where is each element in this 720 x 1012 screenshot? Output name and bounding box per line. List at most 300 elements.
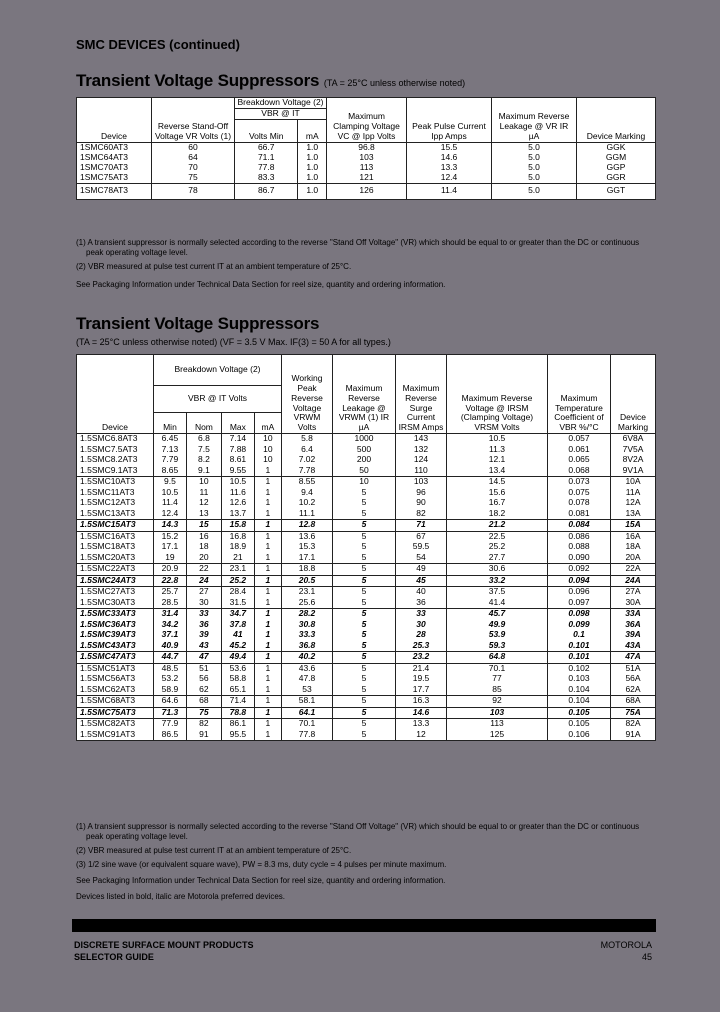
s2-cell: 6.4: [282, 445, 333, 456]
s2-cell: 21.2: [447, 520, 548, 532]
s2-col-vbr: VBR @ IT Volts: [154, 386, 282, 413]
s2-cell: 58.8: [221, 674, 254, 685]
s2-cell: 12A: [611, 498, 656, 509]
s2-table-row: [77, 630, 656, 641]
s2-cell: 21.4: [396, 663, 447, 674]
s1-cell: 64: [152, 153, 235, 163]
s2-cell: 59.3: [447, 641, 548, 652]
s2-cell: 36: [396, 598, 447, 609]
footer-line1: DISCRETE SURFACE MOUNT PRODUCTS: [74, 940, 254, 950]
s2-cell: 70.1: [447, 663, 548, 674]
s2-table-row: [77, 434, 656, 445]
s2-cell: 22.8: [154, 575, 187, 587]
s2-cell: 20.5: [282, 575, 333, 587]
s1-cell: 126: [327, 183, 407, 199]
page-title: SMC DEVICES (continued): [76, 37, 240, 52]
s2-cell: 0.094: [548, 575, 611, 587]
s2-cell: 45: [396, 575, 447, 587]
s2-cell-device: 1.5SMC6.8AT3: [77, 434, 154, 445]
s2-cell: 5: [333, 630, 396, 641]
s1-cell: 5.0: [492, 142, 577, 153]
s2-cell: 5: [333, 564, 396, 576]
s1-cell-device: 1SMC70AT3: [77, 163, 152, 173]
s2-cell: 13.6: [282, 531, 333, 542]
s1-col-vbr: VBR @ IT: [235, 108, 327, 119]
s1-cell-device: 1SMC78AT3: [77, 183, 152, 199]
s2-cell: 5: [333, 730, 396, 741]
s2-cell: 53.9: [447, 630, 548, 641]
s2-cell: 103: [396, 477, 447, 488]
s2-cell: 19: [154, 553, 187, 564]
s2-cell: 1: [254, 730, 281, 741]
s2-col-clamp: Maximum Reverse Voltage @ IRSM (Clamping Voltage) VRSM Volts: [447, 355, 548, 434]
s2-cell: 47.8: [282, 674, 333, 685]
s2-cell: 41.4: [447, 598, 548, 609]
s2-cell: 13.3: [396, 719, 447, 730]
s2-cell: 0.068: [548, 466, 611, 477]
s2-table-row: [77, 663, 656, 674]
s1-cell: 113: [327, 163, 407, 173]
s2-cell: 6.45: [154, 434, 187, 445]
s2-footnote-1: (1) A transient suppressor is normally selected according to the reverse "Stand Off Voltage" (VR) which should be equal to or greater than the DC or continuous peak operating voltage level.: [76, 822, 640, 841]
s2-cell: 8V2A: [611, 455, 656, 466]
s2-cell: 0.106: [548, 730, 611, 741]
s2-cell: 30A: [611, 598, 656, 609]
s2-cell: 12: [396, 730, 447, 741]
s2-cell: 5: [333, 652, 396, 664]
s2-cell: 95.5: [221, 730, 254, 741]
s2-cell: 7.88: [221, 445, 254, 456]
s2-footnote-3: (3) 1/2 sine wave (or equivalent square wave), PW = 8.3 ms, duty cycle = 4 pulses per minute maximum.: [76, 860, 447, 869]
s1-cell: 75: [152, 173, 235, 184]
s2-cell: 12.4: [154, 509, 187, 520]
s2-cell: 10: [186, 477, 221, 488]
section2-title: Transient Voltage Suppressors: [76, 314, 320, 333]
s2-cell: 12: [186, 498, 221, 509]
s2-cell: 70.1: [282, 719, 333, 730]
s2-col-surge: Maximum Reverse Surge Current IRSM Amps: [396, 355, 447, 434]
s2-cell: 0.1: [548, 630, 611, 641]
s2-cell: 40.9: [154, 641, 187, 652]
s1-table-row: [77, 183, 656, 199]
s2-cell: 45.2: [221, 641, 254, 652]
s2-cell: 0.098: [548, 609, 611, 620]
s2-cell: 48.5: [154, 663, 187, 674]
s2-cell: 16A: [611, 531, 656, 542]
s2-cell: 36: [186, 620, 221, 631]
s2-cell: 24A: [611, 575, 656, 587]
s2-cell: 64.1: [282, 707, 333, 719]
s2-cell: 64.8: [447, 652, 548, 664]
s2-cell: 56A: [611, 674, 656, 685]
s2-table-row: [77, 542, 656, 553]
s2-cell: 22: [186, 564, 221, 576]
s2-cell-device: 1.5SMC56AT3: [77, 674, 154, 685]
s2-cell: 36.8: [282, 641, 333, 652]
s2-cell: 0.104: [548, 696, 611, 708]
s2-cell: 24: [186, 575, 221, 587]
s2-cell: 59.5: [396, 542, 447, 553]
s2-cell: 91: [186, 730, 221, 741]
s2-cell: 0.103: [548, 674, 611, 685]
s2-cell: 10.2: [282, 498, 333, 509]
s2-table-row: [77, 674, 656, 685]
section1-footnotes: [76, 238, 656, 290]
s2-cell: 5: [333, 553, 396, 564]
s2-cell: 82: [396, 509, 447, 520]
s2-col-temp: Maximum Temperature Coefficient of VBR %/°C: [548, 355, 611, 434]
s2-cell: 47A: [611, 652, 656, 664]
footer-left: [74, 940, 254, 963]
s1-cell: 11.4: [407, 183, 492, 199]
s2-cell: 33.2: [447, 575, 548, 587]
s2-cell: 27: [186, 587, 221, 598]
s2-cell: 91A: [611, 730, 656, 741]
s2-cell: 1: [254, 587, 281, 598]
footer-bar: [72, 919, 656, 932]
s2-cell: 5: [333, 674, 396, 685]
s1-cell: 5.0: [492, 153, 577, 163]
s2-cell: 9.55: [221, 466, 254, 477]
s2-footnote-4: See Packaging Information under Technical Data Section for reel size, quantity and ordering information.: [76, 876, 446, 885]
s2-cell: 49.4: [221, 652, 254, 664]
s1-col-standoff: Reverse Stand-Off Voltage VR Volts (1): [152, 98, 235, 143]
s1-col-marking: Device Marking: [577, 98, 656, 143]
s2-cell: 1: [254, 531, 281, 542]
s2-cell-device: 1.5SMC30AT3: [77, 598, 154, 609]
s2-col-breakdown: Breakdown Voltage (2): [154, 355, 282, 386]
s2-cell: 23.1: [282, 587, 333, 598]
s2-cell: 20A: [611, 553, 656, 564]
s1-col-device: Device: [77, 98, 152, 143]
s2-cell: 5: [333, 509, 396, 520]
s1-cell-device: 1SMC75AT3: [77, 173, 152, 184]
s2-table-row: [77, 575, 656, 587]
s2-cell: 77.9: [154, 719, 187, 730]
s2-cell: 1000: [333, 434, 396, 445]
s2-cell: 21: [221, 553, 254, 564]
s2-cell: 27A: [611, 587, 656, 598]
s2-cell: 20.9: [154, 564, 187, 576]
s2-cell: 0.084: [548, 520, 611, 532]
s2-cell: 75A: [611, 707, 656, 719]
s2-cell: 143: [396, 434, 447, 445]
s2-cell: 13.4: [447, 466, 548, 477]
s2-cell-device: 1.5SMC8.2AT3: [77, 455, 154, 466]
s1-footnote-3: See Packaging Information under Technical Data Section for reel size, quantity and ordering information.: [76, 280, 446, 289]
s2-cell: 0.101: [548, 641, 611, 652]
s2-table-row: [77, 652, 656, 664]
s2-cell: 43A: [611, 641, 656, 652]
s2-cell: 5: [333, 498, 396, 509]
s2-cell-device: 1.5SMC13AT3: [77, 509, 154, 520]
section2-table-body: [77, 434, 656, 741]
s2-cell: 58.9: [154, 685, 187, 696]
s1-col-clamp: Maximum Clamping Voltage VC @ Ipp Volts: [327, 98, 407, 143]
s2-cell: 7.79: [154, 455, 187, 466]
s2-cell: 68: [186, 696, 221, 708]
s2-cell-device: 1.5SMC62AT3: [77, 685, 154, 696]
s2-cell: 28: [396, 630, 447, 641]
s2-cell: 47: [186, 652, 221, 664]
s2-cell: 13.7: [221, 509, 254, 520]
s2-cell: 9.4: [282, 488, 333, 499]
s2-col-marking: Device Marking: [611, 355, 656, 434]
s2-cell: 56: [186, 674, 221, 685]
s2-cell: 86.1: [221, 719, 254, 730]
s2-cell: 50: [333, 466, 396, 477]
s2-col-device: Device: [77, 355, 154, 434]
s2-cell: 500: [333, 445, 396, 456]
s2-cell-device: 1.5SMC39AT3: [77, 630, 154, 641]
s2-cell: 11.6: [221, 488, 254, 499]
s1-cell: 83.3: [235, 173, 298, 184]
s2-cell: 31.5: [221, 598, 254, 609]
s1-cell: 70: [152, 163, 235, 173]
s2-cell: 11A: [611, 488, 656, 499]
s2-cell: 103: [447, 707, 548, 719]
s2-cell: 43: [186, 641, 221, 652]
s2-cell: 67: [396, 531, 447, 542]
s2-cell: 16.8: [221, 531, 254, 542]
s2-cell: 8.55: [282, 477, 333, 488]
s1-cell: 5.0: [492, 173, 577, 184]
s1-col-ma: mA: [298, 119, 327, 142]
s2-cell: 15.2: [154, 531, 187, 542]
s1-cell: 13.3: [407, 163, 492, 173]
s2-cell: 1: [254, 652, 281, 664]
s2-cell: 5: [333, 598, 396, 609]
s1-col-breakdown: Breakdown Voltage (2): [235, 98, 327, 109]
s2-cell: 65.1: [221, 685, 254, 696]
s2-cell: 18: [186, 542, 221, 553]
s2-cell: 86.5: [154, 730, 187, 741]
s1-cell: 86.7: [235, 183, 298, 199]
s2-cell-device: 1.5SMC82AT3: [77, 719, 154, 730]
s2-cell: 16.7: [447, 498, 548, 509]
footer-page-number: 45: [641, 951, 652, 962]
s2-cell: 96: [396, 488, 447, 499]
s2-cell: 28.2: [282, 609, 333, 620]
s2-cell: 1: [254, 498, 281, 509]
s2-cell: 33A: [611, 609, 656, 620]
s2-cell: 8.61: [221, 455, 254, 466]
s2-cell: 124: [396, 455, 447, 466]
s2-cell: 71.3: [154, 707, 187, 719]
s2-cell: 14.6: [396, 707, 447, 719]
s2-cell: 15.8: [221, 520, 254, 532]
s2-cell: 1: [254, 553, 281, 564]
s2-cell: 28.4: [221, 587, 254, 598]
s2-cell: 43.6: [282, 663, 333, 674]
s2-cell: 200: [333, 455, 396, 466]
s2-col-ma: mA: [254, 413, 281, 434]
s2-cell: 51A: [611, 663, 656, 674]
s2-cell: 8.65: [154, 466, 187, 477]
s2-cell: 28.5: [154, 598, 187, 609]
s2-cell: 17.1: [154, 542, 187, 553]
s2-cell: 17.1: [282, 553, 333, 564]
s2-table-row: [77, 696, 656, 708]
s1-col-leak: Maximum Reverse Leakage @ VR IR µA: [492, 98, 577, 143]
s2-cell: 1: [254, 542, 281, 553]
s1-cell: GGK: [577, 142, 656, 153]
s2-cell: 0.104: [548, 685, 611, 696]
s2-cell: 51: [186, 663, 221, 674]
s2-cell: 5: [333, 488, 396, 499]
s2-cell-device: 1.5SMC11AT3: [77, 488, 154, 499]
s2-cell: 14.5: [447, 477, 548, 488]
s2-cell: 13: [186, 509, 221, 520]
s2-cell-device: 1.5SMC68AT3: [77, 696, 154, 708]
s2-table-row: [77, 455, 656, 466]
s2-cell: 71: [396, 520, 447, 532]
s2-cell: 10.5: [154, 488, 187, 499]
s2-cell: 10.5: [221, 477, 254, 488]
s2-cell-device: 1.5SMC22AT3: [77, 564, 154, 576]
s2-cell: 25.2: [447, 542, 548, 553]
s1-footnote-1: (1) A transient suppressor is normally selected according to the reverse "Stand Off Voltage" (VR) which should be equal to or greater than the DC or continuous peak operating voltage level.: [76, 238, 640, 257]
s2-cell-device: 1.5SMC7.5AT3: [77, 445, 154, 456]
s2-cell: 7V5A: [611, 445, 656, 456]
section1-note: (TA = 25°C unless otherwise noted): [323, 78, 466, 88]
s2-cell: 5: [333, 587, 396, 598]
s2-cell: 5.8: [282, 434, 333, 445]
s2-cell: 12.1: [447, 455, 548, 466]
s2-cell: 15: [186, 520, 221, 532]
s2-cell: 0.099: [548, 620, 611, 631]
s2-cell: 90: [396, 498, 447, 509]
s2-cell: 71.4: [221, 696, 254, 708]
s2-cell: 16: [186, 531, 221, 542]
footer-brand: MOTOROLA: [600, 940, 652, 950]
s1-cell: 77.8: [235, 163, 298, 173]
s2-cell: 1: [254, 509, 281, 520]
s2-cell: 5: [333, 542, 396, 553]
s2-cell: 1: [254, 620, 281, 631]
s2-cell: 34.2: [154, 620, 187, 631]
s2-cell-device: 1.5SMC47AT3: [77, 652, 154, 664]
s2-cell: 1: [254, 719, 281, 730]
s2-cell: 22A: [611, 564, 656, 576]
s1-cell: 60: [152, 142, 235, 153]
s2-cell: 18.8: [282, 564, 333, 576]
s2-cell: 33: [396, 609, 447, 620]
s2-cell: 78.8: [221, 707, 254, 719]
s2-cell: 132: [396, 445, 447, 456]
s2-table-row: [77, 564, 656, 576]
s2-cell: 40: [396, 587, 447, 598]
s2-cell: 10.5: [447, 434, 548, 445]
s2-table-row: [77, 498, 656, 509]
s2-cell: 33: [186, 609, 221, 620]
s2-table-row: [77, 531, 656, 542]
section1-table: [76, 97, 656, 200]
s2-cell: 39: [186, 630, 221, 641]
s2-cell: 44.7: [154, 652, 187, 664]
s2-cell-device: 1.5SMC15AT3: [77, 520, 154, 532]
s2-cell: 11.3: [447, 445, 548, 456]
s2-cell: 1: [254, 685, 281, 696]
s2-col-working: Working Peak Reverse Voltage VRWM Volts: [282, 355, 333, 434]
s2-cell: 82: [186, 719, 221, 730]
s1-cell: GGP: [577, 163, 656, 173]
s2-cell: 7.5: [186, 445, 221, 456]
s2-cell: 0.078: [548, 498, 611, 509]
s2-cell: 0.101: [548, 652, 611, 664]
s2-cell: 25.3: [396, 641, 447, 652]
s2-cell: 5: [333, 575, 396, 587]
s2-cell-device: 1.5SMC91AT3: [77, 730, 154, 741]
s2-cell: 30: [186, 598, 221, 609]
s2-cell: 10: [254, 455, 281, 466]
s2-col-nom: Nom: [186, 413, 221, 434]
s2-col-leak: Maximum Reverse Leakage @ VRWM (1) IR µA: [333, 355, 396, 434]
s2-cell: 37.1: [154, 630, 187, 641]
s2-cell: 45.7: [447, 609, 548, 620]
s2-cell: 10: [254, 445, 281, 456]
s2-cell: 17.7: [396, 685, 447, 696]
s2-table-row: [77, 587, 656, 598]
s2-cell: 23.1: [221, 564, 254, 576]
s1-cell: 121: [327, 173, 407, 184]
s2-cell: 0.065: [548, 455, 611, 466]
s2-cell-device: 1.5SMC27AT3: [77, 587, 154, 598]
section1-table-body: [77, 142, 656, 199]
s1-cell: 1.0: [298, 183, 327, 199]
s2-cell: 53: [282, 685, 333, 696]
s2-cell: 92: [447, 696, 548, 708]
s2-cell: 58.1: [282, 696, 333, 708]
s2-cell-device: 1.5SMC10AT3: [77, 477, 154, 488]
s2-cell: 8.2: [186, 455, 221, 466]
s2-cell: 30.8: [282, 620, 333, 631]
s2-cell: 9.1: [186, 466, 221, 477]
s2-cell: 5: [333, 641, 396, 652]
s2-footnote-2: (2) VBR measured at pulse test current IT at an ambient temperature of 25°C.: [76, 846, 352, 855]
s2-cell: 5: [333, 696, 396, 708]
s1-cell: 103: [327, 153, 407, 163]
s2-cell: 18A: [611, 542, 656, 553]
s2-cell: 0.105: [548, 707, 611, 719]
s2-cell: 0.081: [548, 509, 611, 520]
s2-cell: 110: [396, 466, 447, 477]
s2-cell: 22.5: [447, 531, 548, 542]
s1-table-row: [77, 173, 656, 184]
s2-cell-device: 1.5SMC12AT3: [77, 498, 154, 509]
s1-col-min: Volts Min: [235, 119, 298, 142]
s2-cell: 0.096: [548, 587, 611, 598]
s2-cell: 34.7: [221, 609, 254, 620]
s2-cell: 5: [333, 663, 396, 674]
s2-cell: 9V1A: [611, 466, 656, 477]
s2-cell: 5: [333, 719, 396, 730]
s2-cell: 0.086: [548, 531, 611, 542]
s2-cell-device: 1.5SMC9.1AT3: [77, 466, 154, 477]
s2-cell: 1: [254, 477, 281, 488]
s2-cell: 1: [254, 641, 281, 652]
s1-cell: 66.7: [235, 142, 298, 153]
s2-cell: 82A: [611, 719, 656, 730]
s2-cell: 39A: [611, 630, 656, 641]
s2-cell-device: 1.5SMC24AT3: [77, 575, 154, 587]
s2-cell: 5: [333, 520, 396, 532]
s2-cell: 15A: [611, 520, 656, 532]
s2-cell: 1: [254, 630, 281, 641]
s2-cell: 30: [396, 620, 447, 631]
s2-cell: 10: [333, 477, 396, 488]
s2-cell: 62: [186, 685, 221, 696]
